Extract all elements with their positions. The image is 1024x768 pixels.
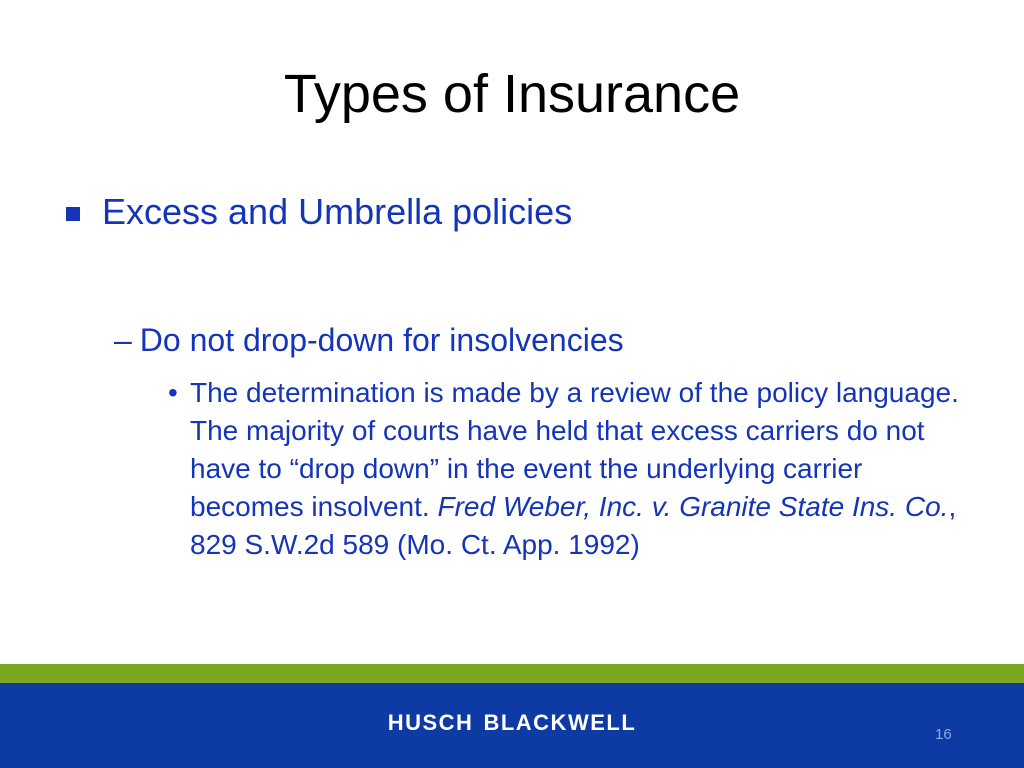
bullet-level2 — [114, 317, 624, 363]
dot-bullet-icon: • — [168, 377, 178, 408]
slide-title: Types of Insurance — [283, 64, 741, 124]
case-citation: Fred Weber, Inc. v. Granite State Ins. Co. — [437, 491, 949, 522]
logo-word-husch: HUSCH — [387, 710, 474, 735]
page-number: 16 — [935, 726, 952, 743]
bullet-level1-text: Excess and Umbrella policies — [102, 191, 573, 232]
bullet-level3 — [168, 374, 968, 564]
bullet-level2-text: Do not drop-down for insolvencies — [139, 322, 624, 358]
citation-reporter: , 829 S.W.2d 589 (Mo. Ct. App. 1992) — [190, 491, 957, 560]
husch-blackwell-logo — [0, 710, 1024, 736]
square-bullet-icon — [66, 207, 80, 221]
bullet-level3-body — [190, 374, 968, 564]
dash-bullet-icon: – — [114, 322, 132, 358]
bullet-level1 — [66, 188, 572, 236]
logo-word-blackwell: BLACKWELL — [483, 710, 637, 735]
bullet-level3-text: The determination is made by a review of the policy language. The majority of courts have held that excess carriers do not have to “drop down” in the event the underlying carrier becomes insolvent. — [190, 377, 959, 522]
footer-green-stripe — [0, 664, 1024, 683]
